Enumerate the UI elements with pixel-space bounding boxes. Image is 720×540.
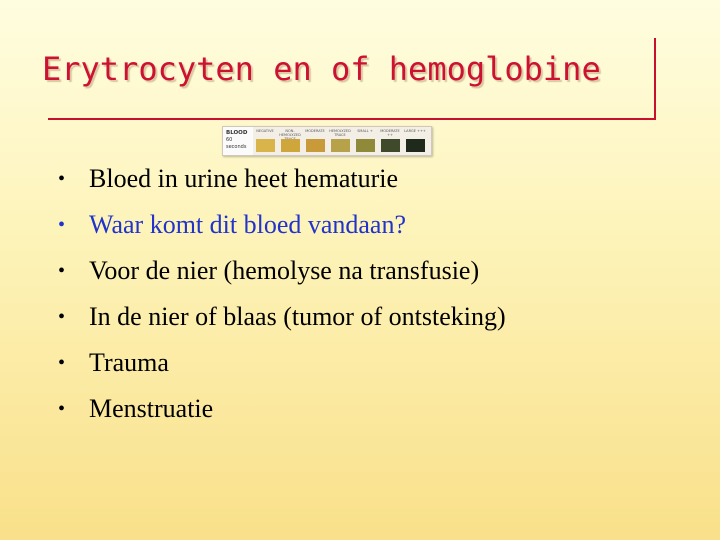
bullet-icon: • xyxy=(58,398,66,420)
pad-caption: LARGE +++ xyxy=(404,129,426,133)
pad-caption: MODERATE ++ xyxy=(380,129,400,137)
list-item-text: Waar komt dit bloed vandaan? xyxy=(89,210,407,239)
title-side-rule xyxy=(654,38,656,120)
pad-swatch xyxy=(256,139,275,152)
bullet-icon: • xyxy=(58,306,66,328)
bullet-icon: • xyxy=(58,352,66,374)
urine-dipstick-chart-image xyxy=(222,126,432,156)
title-underline xyxy=(48,118,656,120)
list-item-text: In de nier of blaas (tumor of ontsteking) xyxy=(89,302,506,331)
dipstick-label-name: BLOOD xyxy=(226,130,248,136)
list-item-text: Trauma xyxy=(89,348,169,377)
pad-swatch xyxy=(356,139,375,152)
pad-caption: HEMOLYZED TRACE xyxy=(329,129,351,137)
bullet-icon: • xyxy=(58,214,66,236)
pad-swatch xyxy=(281,139,300,152)
dipstick-label-time: 60 seconds xyxy=(226,137,247,150)
pad-caption: NEGATIVE xyxy=(256,129,274,133)
pad-caption: NON-HEMOLYZED xyxy=(279,129,301,137)
list-item-text: Voor de nier (hemolyse na transfusie) xyxy=(89,256,480,285)
pad-swatch xyxy=(406,139,425,152)
pad-swatch xyxy=(381,139,400,152)
bullet-icon: • xyxy=(58,168,66,190)
pad-caption: MODERATE xyxy=(305,129,325,133)
bullet-icon: • xyxy=(58,260,66,282)
list-item-text: Menstruatie xyxy=(89,394,214,423)
pad-swatch xyxy=(331,139,350,152)
list-item-text: Bloed in urine heet hematurie xyxy=(89,164,399,193)
pad-caption: SMALL + xyxy=(357,129,373,133)
pad-swatch xyxy=(306,139,325,152)
slide-title: Erytrocyten en of hemoglobine xyxy=(42,50,601,88)
dipstick-label xyxy=(223,127,253,155)
